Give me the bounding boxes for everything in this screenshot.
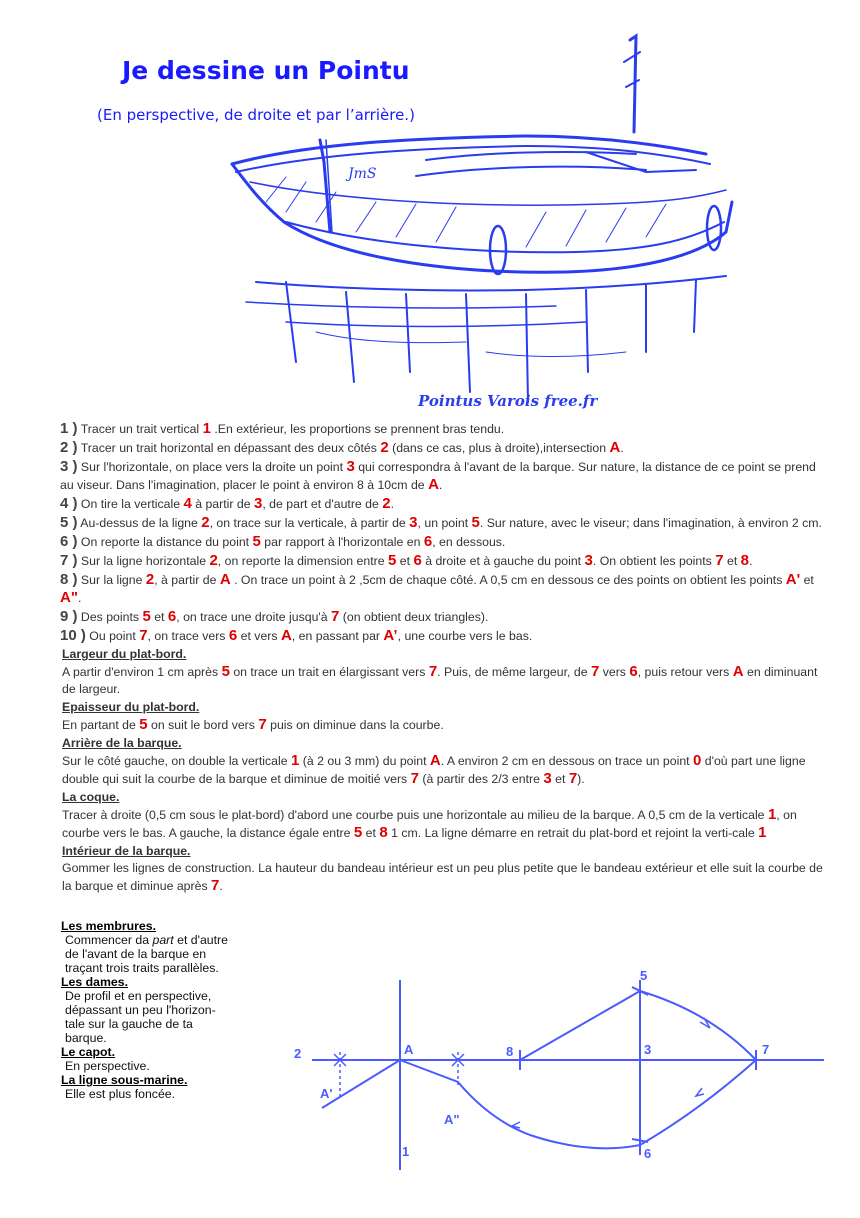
text-fragment: Gommer les lignes de construction. La hauteur du bandeau intérieur est un peu plus petite que le bandeau extérieur et elle suit la courbe de la barque et diminue après [62, 861, 823, 893]
text-fragment: on trace un trait en élargissant vers [229, 665, 429, 679]
curve-5-7 [640, 991, 756, 1060]
text-fragment: On tire la verticale [77, 497, 184, 511]
text-fragment: , un point [417, 516, 472, 530]
text-fragment: En perspective. [65, 1059, 150, 1073]
text-fragment: et [396, 554, 414, 568]
text-fragment: , en passant par [291, 629, 384, 643]
point-ref: 1 [758, 824, 767, 841]
step-2 [60, 439, 826, 457]
text-fragment: Sur le côté gauche, on double la verticale [62, 754, 292, 768]
point-ref: 6 [413, 552, 422, 569]
step-8 [60, 571, 826, 607]
text-fragment: puis on diminue dans la courbe. [266, 718, 444, 732]
point-ref: 7 [715, 552, 724, 569]
label-8: 8 [506, 1044, 514, 1059]
text-fragment: on suit le bord vers [147, 718, 259, 732]
label-3: 3 [644, 1042, 652, 1057]
label-Aprime: A' [320, 1086, 333, 1101]
step-number: 1 ) [60, 420, 78, 437]
step-1 [60, 420, 826, 438]
text-fragment: Tracer un trait horizontal en dépassant des deux côtés [77, 441, 381, 455]
step-7 [60, 552, 826, 570]
section-heading: Arrière de la barque. [62, 736, 182, 750]
curve-7-6 [640, 1060, 756, 1145]
text-fragment: Des points [77, 610, 143, 624]
step-4 [60, 495, 826, 513]
line-A-Aprime [322, 1060, 400, 1108]
text-fragment: . [390, 497, 395, 511]
step-number: 3 ) [60, 458, 78, 475]
point-ref: 1 [202, 420, 211, 437]
text-fragment: et [150, 610, 168, 624]
point-ref: 3 [409, 514, 418, 531]
step-number: 10 ) [60, 627, 86, 644]
text-fragment: , puis retour vers [637, 665, 733, 679]
point-ref: 7 [139, 627, 148, 644]
point-ref: A [429, 752, 441, 769]
text-fragment: . [438, 478, 443, 492]
step-6 [60, 533, 826, 551]
section-body [62, 752, 826, 788]
note-heading: La ligne sous-marine. [61, 1073, 188, 1087]
label-A: A [404, 1042, 414, 1057]
construction-diagram [290, 960, 830, 1175]
point-ref: 1 [291, 752, 300, 769]
text-fragment: . On trace un point à 2 ,5cm de chaque côté. A 0,5 cm en dessous ce des points on obtient les points [230, 573, 786, 587]
point-ref: 8 [740, 552, 749, 569]
text-fragment: , on courbe vers le bas. A gauche, la distance égale entre [62, 808, 797, 840]
step-list [60, 420, 826, 645]
point-ref: A [732, 663, 744, 680]
point-ref: 2 [145, 571, 155, 588]
text-fragment: . [77, 591, 82, 605]
text-fragment: Sur la ligne horizontale [77, 554, 210, 568]
arrow-lower [696, 1088, 704, 1096]
text-fragment: , on trace une droite jusqu'à [176, 610, 332, 624]
text-fragment: On reporte la distance du point [77, 535, 253, 549]
label-Asecond: A" [444, 1112, 460, 1127]
note-body [65, 989, 229, 1045]
step-number: 4 ) [60, 495, 78, 512]
point-ref: 3 [254, 495, 263, 512]
arrow-upper [700, 1018, 710, 1028]
note-body [65, 1059, 229, 1073]
point-ref: A' [785, 571, 801, 588]
text-fragment: ). [577, 772, 585, 786]
text-fragment: vers [599, 665, 630, 679]
step-number: 5 ) [60, 514, 78, 531]
text-fragment: 1 cm. La ligne démarre en retrait du plat-bord et rejoint la verti-cale [387, 826, 759, 840]
text-fragment: et d'autre de l'avant de la barque en traçant trois traits parallèles. [65, 933, 228, 975]
point-ref: 5 [252, 533, 261, 550]
label-1: 1 [402, 1144, 410, 1159]
note-heading: Le capot. [61, 1045, 115, 1059]
text-fragment: . [749, 554, 753, 568]
text-fragment: (à partir des 2/3 entre [418, 772, 544, 786]
text-fragment: Sur la ligne [77, 573, 146, 587]
signature: Pointus Varois free.fr [418, 392, 598, 410]
point-ref: 7 [258, 716, 267, 733]
text-fragment: . [219, 879, 223, 893]
line-8-5 [520, 991, 640, 1060]
text-fragment: et vers [237, 629, 281, 643]
point-ref: A [280, 627, 292, 644]
text-fragment: et [723, 554, 741, 568]
point-ref: 0 [693, 752, 702, 769]
point-ref: 7 [590, 663, 600, 680]
text-fragment: à partir de [191, 497, 254, 511]
label-6: 6 [644, 1146, 652, 1161]
text-fragment: .En extérieur, les proportions se prennent bras tendu. [210, 422, 505, 436]
point-ref: A’ [383, 627, 398, 644]
section-body [62, 716, 826, 734]
text-fragment: , on reporte la dimension entre [217, 554, 389, 568]
text-fragment: . Puis, de même largeur, de [437, 665, 591, 679]
note-heading: Les dames. [61, 975, 128, 989]
point-ref: 6 [423, 533, 433, 550]
text-fragment: , une courbe vers le bas. [397, 629, 533, 643]
point-ref: 5 [471, 514, 480, 531]
label-5: 5 [640, 968, 648, 983]
text-fragment: . Sur nature, avec le viseur; dans l'imagination, à environ 2 cm. [479, 516, 822, 530]
point-ref: 6 [228, 627, 238, 644]
text-fragment: , à partir de [154, 573, 220, 587]
point-ref: 6 [167, 608, 177, 625]
note-heading: Les membrures. [61, 919, 157, 933]
page-subtitle: (En perspective, de droite et par l’arrière.) [97, 106, 415, 124]
text-fragment: , en dessous. [432, 535, 506, 549]
section-body [62, 663, 826, 698]
left-notes [61, 919, 229, 1101]
text-fragment: Elle est plus foncée. [65, 1087, 176, 1101]
point-ref: 2 [209, 552, 218, 569]
point-ref: 2 [201, 514, 210, 531]
pointu-boat-sketch [226, 32, 746, 414]
text-fragment: Commencer da [65, 933, 153, 947]
text-fragment: part [152, 933, 174, 947]
text-fragment: A partir d'environ 1 cm après [62, 665, 222, 679]
text-fragment: (à 2 ou 3 mm) du point [299, 754, 430, 768]
text-fragment: . A environ 2 cm en dessous on trace un point [440, 754, 693, 768]
text-fragment: Au-dessus de la ligne [77, 516, 202, 530]
step-number: 6 ) [60, 533, 78, 550]
point-ref: 3 [346, 458, 355, 475]
text-fragment: Sur l'horizontale, on place vers la droite un point [77, 460, 347, 474]
point-ref: 5 [353, 824, 363, 841]
step-number: 7 ) [60, 552, 78, 569]
point-ref: 7 [410, 770, 419, 787]
section-heading: Intérieur de la barque. [62, 844, 191, 858]
section-heading: Largeur du plat-bord. [62, 647, 187, 661]
label-7: 7 [762, 1042, 770, 1057]
point-ref: 2 [382, 495, 391, 512]
text-fragment: (dans ce cas, plus à droite),intersection [388, 441, 610, 455]
text-fragment: à droite et à gauche du point [421, 554, 585, 568]
instructions [60, 420, 826, 896]
text-fragment: . On obtient les points [592, 554, 716, 568]
text-fragment: , de part et d'autre de [262, 497, 383, 511]
page-title: Je dessine un Pointu [122, 56, 410, 85]
text-fragment: En partant de [62, 718, 140, 732]
point-ref: A [219, 571, 231, 588]
step-5 [60, 514, 826, 532]
text-fragment: (on obtient deux triangles). [339, 610, 489, 624]
section-body [62, 806, 826, 842]
boat-name: JmS [348, 166, 377, 182]
point-ref: 7 [211, 877, 220, 894]
point-ref: A" [60, 589, 78, 606]
step-3 [60, 458, 826, 494]
label-2: 2 [294, 1046, 302, 1061]
text-fragment: Ou point [85, 629, 140, 643]
point-ref: 5 [221, 663, 230, 680]
point-ref: 4 [183, 495, 192, 512]
point-ref: 5 [388, 552, 397, 569]
point-ref: 2 [380, 439, 389, 456]
point-ref: 7 [568, 770, 578, 787]
section-heading: La coque. [62, 790, 120, 804]
point-ref: 5 [142, 608, 151, 625]
point-ref: 3 [584, 552, 593, 569]
step-9 [60, 608, 826, 626]
text-fragment: et [551, 772, 569, 786]
point-ref: 8 [379, 824, 388, 841]
text-fragment: et [800, 573, 814, 587]
point-ref: 7 [331, 608, 340, 625]
step-number: 2 ) [60, 439, 78, 456]
point-ref: A [609, 439, 621, 456]
note-body [65, 933, 229, 975]
step-number: 9 ) [60, 608, 78, 625]
text-fragment: . [620, 441, 624, 455]
point-ref: 5 [139, 716, 148, 733]
point-ref: 3 [543, 770, 552, 787]
step-10 [60, 627, 826, 645]
text-fragment: qui correspondra à l'avant de la barque. Sur nature, la distance de ce point se prend au viseur. Dans l'imagination, placer le point à environ 8 à 10cm de [60, 460, 816, 492]
text-fragment: Tracer à droite (0,5 cm sous le plat-bord) d'abord une courbe puis une horizontale au milieu de la barque. A 0,5 cm de la verticale [62, 808, 768, 822]
text-fragment: par rapport à l'horizontale en [260, 535, 424, 549]
section-body [62, 860, 826, 895]
text-fragment: en diminuant de largeur. [62, 665, 818, 696]
text-fragment: , on trace vers [147, 629, 229, 643]
point-ref: A [428, 476, 439, 493]
step-number: 8 ) [60, 571, 78, 588]
section-list [60, 646, 826, 895]
point-ref: 6 [629, 663, 638, 680]
note-body [65, 1087, 229, 1101]
text-fragment: et [362, 826, 380, 840]
text-fragment: Tracer un trait vertical [77, 422, 203, 436]
text-fragment: , on trace sur la verticale, à partir de [209, 516, 410, 530]
section-heading: Epaisseur du plat-bord. [62, 700, 200, 714]
text-fragment: De profil et en perspective, dépassant un peu l'horizon-tale sur la gauche de ta barque. [65, 989, 216, 1045]
curve-6-A [400, 1060, 640, 1148]
text-fragment: d'où part une ligne double qui suit la courbe de la barque et diminue de moitié vers [62, 754, 806, 786]
point-ref: 1 [767, 806, 777, 823]
point-ref: 7 [428, 663, 438, 680]
